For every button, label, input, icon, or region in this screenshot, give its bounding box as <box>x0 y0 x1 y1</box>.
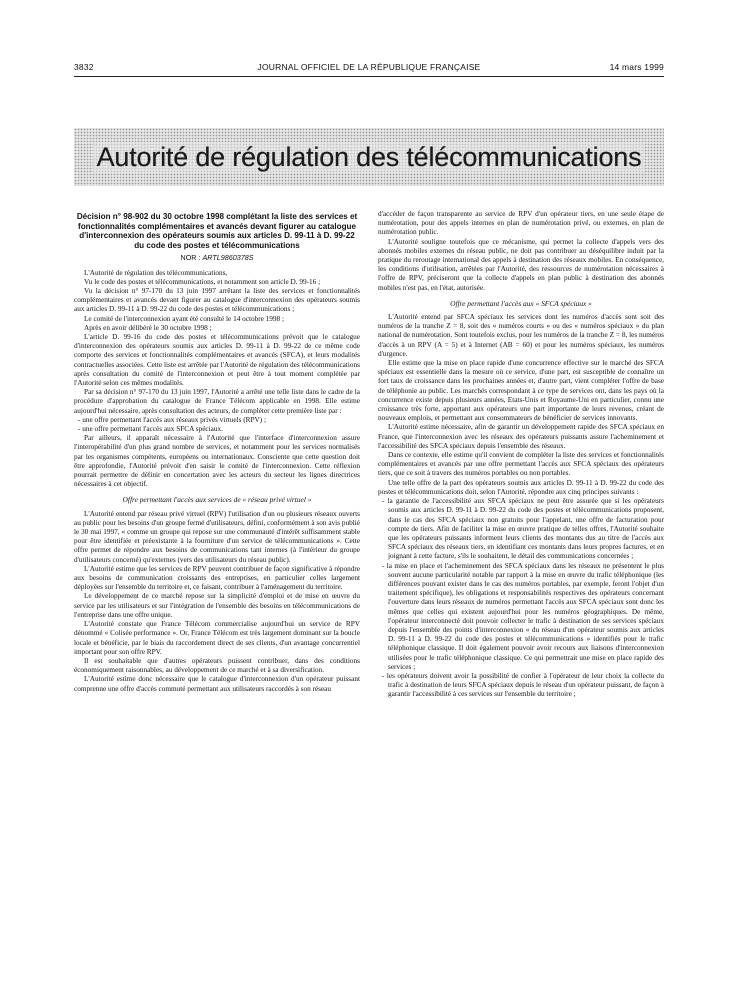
paragraph: Elle estime que la mise en place rapide d'une concurrence effective sur le marché des SFCA spéciaux est essentielle dans la mesure où ce service, d'une part, est susceptible de connaître un fort taux de croissance dans les prochaines années et, d'autre part, vient compléter l'offre de base de téléphonie au public. Les marchés correspondant à ce type de services ont, dans les pays où la concurrence existe depuis plusieurs années, Etats-Unis et Royaume-Uni en particulier, connu une croissance très forte, apportant aux opérateurs une part importante de leurs revenus, créant de nouveaux emplois, et permettant aux consommateurs de bénéficier de services innovants. <box>378 359 664 423</box>
page-number: 3832 <box>74 62 94 72</box>
paragraph: Vu le code des postes et télécommunications, et notamment son article D. 99-16 ; <box>84 277 321 286</box>
paragraph: L'Autorité de régulation des télécommunications, <box>84 268 228 277</box>
paragraph: Il est souhaitable que d'autres opérateurs puissent contribuer, dans des conditions économiquement raisonnables, au développement de ce marché et à sa diversification. <box>74 656 360 675</box>
paragraph: Vu la décision n° 97-170 du 13 juin 1997 arrêtant la liste des services et fonctionnalités complémentaires et avancés devant figurer au catalogue d'interconnexion des opérateurs soumis aux articles D. 99-11 à D. 99-22 du code des postes et télécommunications ; <box>74 286 360 314</box>
paragraph: Le développement de ce marché repose sur la simplicité d'emploi et de mise en œuvre du service par les utilisateurs et sur l'intégration de l'ensemble des besoins en télécommunications de l'entreprise dans une offre unique. <box>74 592 360 619</box>
list-item: - les opérateurs doivent avoir la possibilité de confier à l'opérateur de leur choix la collecte du trafic à destination de leurs SFCA spéciaux depuis le réseau d'un opérateur puissant, de façon à garantir l'accessibilité à ces services sur l'ensemble du territoire ; <box>382 671 664 699</box>
paragraph: L'Autorité souligne toutefois que ce mécanisme, qui permet la collecte d'appels vers des abonnés mobiles externes du réseau public, ne doit pas contribuer au déséquilibre induit par la pratique du reroutage international des appels à destination des réseaux mobiles. En conséquence, les conditions d'utilisation, arrêtées par l'Autorité, des ressources de numérotation nécessaires à l'offre de RPV, préciseront que la collecte d'appels en plan public à destination des abonnés mobiles n'est pas, en l'état, autorisée. <box>378 237 664 292</box>
paragraph: L'Autorité estime que les services de RPV peuvent contribuer de façon significative à répondre aux besoins de communication croissants des entreprises, en particulier celles largement déployées sur l'ensemble du territoire et, ce faisant, contribuer à l'aménagement du territoire. <box>74 564 360 592</box>
paragraph: L'Autorité estime nécessaire, afin de garantir un développement rapide des SFCA spéciaux en France, que l'interconnexion avec les réseaux des opérateurs puissants assure l'acheminement et l'accessibilité des SFCA spéciaux depuis l'ensemble des réseaux. <box>378 423 664 450</box>
section-banner <box>74 128 664 186</box>
list-item: - une offre permettant l'accès aux réseaux privés virtuels (RPV) ; <box>78 415 266 424</box>
paragraph: d'accéder de façon transparente au service de RPV d'un opérateur tiers, en une seule étape de numérotation, pour des appels internes en plan de numérotation privé, ou externes, en plan de numérotation public. <box>378 210 664 237</box>
nor-code: ARTL9860378S <box>202 253 254 263</box>
subsection-heading: Offre permettant l'accès aux services de « réseau privé virtuel » <box>122 495 312 505</box>
issue-date: 14 mars 1999 <box>609 62 664 72</box>
header-rule <box>74 76 664 77</box>
paragraph: Après en avoir délibéré le 30 octobre 1998 ; <box>84 323 212 332</box>
journal-title: JOURNAL OFFICIEL DE LA RÉPUBLIQUE FRANÇAISE <box>257 62 481 72</box>
left-column <box>74 212 360 694</box>
list-item: - une offre permettant l'accès aux SFCA spéciaux. <box>78 425 223 434</box>
paragraph: Dans ce contexte, elle estime qu'il convient de compléter la liste des services et fonctionnalités complémentaires et avancés par une offre permettant l'accès aux SFCA spéciaux des opérateurs tiers, que ce soit à travers des numéros portables ou non portables. <box>378 451 664 478</box>
paragraph: Une telle offre de la part des opérateurs soumis aux articles D. 99-11 à D. 99-22 du code des postes et télécommunications doit, selon l'Autorité, répondre aux cinq principes suivants : <box>378 478 664 496</box>
paragraph: L'Autorité entend par réseau privé virtuel (RPV) l'utilisation d'un ou plusieurs réseaux ouverts au public pour les besoins d'un groupe fermé d'utilisateurs, défini, conformément à son avis publié le 30 mai 1997, « comme un groupe qui repose sur une communauté d'intérêt suffisamment stable pour être identifiée et préexistante à la fourniture d'un service de télécommunications ». Cette offre permet de répondre aux besoins de communications tant internes (à l'intérieur du groupe d'utilisateurs concerné) qu'externes (vers des utilisateurs du réseau public). <box>74 509 360 564</box>
decision-title: Décision n° 98-902 du 30 octobre 1998 complétant la liste des services et fonctionnalités complémentaires et avancés devant figurer au catalogue d'interconnexion des opérateurs soumis aux articles D. 99-11 à D. 99-22 du code des postes et télécommunications <box>76 212 358 250</box>
list-item: - la garantie de l'accessibilité aux SFCA spéciaux ne peut être assurée que si les opérateurs soumis aux articles D. 99-11 à D. 99-22 du code des postes et télécommunications proposent, dans le cas des SFCA spéciaux non gratuits pour l'appelant, une offre de facturation pour compte de tiers. Afin de faciliter la mise en œuvre pratique de telles offres, l'Autorité souhaite que les opérateurs puissants informent leurs clients des montants dus au titre de l'accès aux SFCA spéciaux des réseaux tiers, en identifiant ces montants dans leurs propres factures, et en joignant à cette facture, s'ils le souhaitent, le détail des communications concernées ; <box>382 497 664 561</box>
paragraph: L'article D. 99-16 du code des postes et télécommunications prévoit que le catalogue d'interconnexion des opérateurs soumis aux articles D. 99-11 à D. 99-22 de ce même code comporte des services et fonctionnalités complémentaires et avancés (SFCA), et leurs modalités contractuelles associées. Cette liste est arrêtée par l'Autorité de régulation des télécommunications après consultation du comité de l'interconnexion et peut être à tout moment complétée par l'Autorité selon ces mêmes modalités. <box>74 333 360 388</box>
nor-reference <box>74 253 360 262</box>
paragraph: L'Autorité constate que France Télécom commercialise aujourd'hui un service de RPV dénommé « Colisée performance ». Or, France Télécom est très largement dominant sur la boucle locale et bénéficie, par le biais du raccordement direct de ses clients, d'un avantage concurrentiel important pour son offre RPV. <box>74 620 360 656</box>
paragraph: L'Autorité estime donc nécessaire que le catalogue d'interconnexion d'un opérateur puissant comprenne une offre d'accès commuté permettant aux utilisateurs raccordés à son réseau <box>74 675 360 693</box>
paragraph: L'Autorité entend par SFCA spéciaux les services dont les numéros d'accès sont soit des numéros de la tranche Z = 8, soit des « numéros courts » ou des « numéros spéciaux » du plan national de numérotation. Sont toutefois exclus, pour les numéros de la tranche Z = 8, les numéros d'accès à un RPV (A = 5) et à Internet (AB = 60) et pour les numéros spéciaux, les numéros d'urgence. <box>378 313 664 358</box>
right-column <box>378 210 664 700</box>
running-header <box>74 62 664 76</box>
nor-label: NOR : <box>180 253 201 263</box>
paragraph: Le comité de l'interconnexion ayant été consulté le 14 octobre 1998 ; <box>84 314 285 323</box>
section-title: Autorité de régulation des télécommunications <box>93 142 646 173</box>
subsection-heading: Offre permettant l'accès aux « SFCA spéciaux » <box>450 298 592 308</box>
list-item: - la mise en place et l'acheminement des SFCA spéciaux dans les réseaux ne présentent le plus souvent aucune particularité notable par rapport à la mise en œuvre du trafic téléphonique (les différences pouvant exister dans le cas des numéros portables, par exemple, feront l'objet d'un traitement spécifique), les obligations et responsabilités respectives des opérateurs concernant l'ouverture dans leurs réseaux de numéros permettant l'accès aux SFCA spéciaux sont donc les mêmes que celles qui existent aujourd'hui pour les numéros géographiques. De même, l'opérateur interconnecté doit pouvoir collecter le trafic à destination de ses services spéciaux depuis l'ensemble des points d'interconnexion « du réseau d'un opérateur soumis aux articles D. 99-11 à D. 99-22 du code des postes et télécommunications » identifiés pour le trafic téléphonique classique. Il doit également pouvoir avoir recours aux liaisons d'interconnexion utilisées pour le trafic téléphonique classique. Ce qui permettrait une mise en place rapide des services ; <box>382 561 664 671</box>
paragraph: Par ailleurs, il apparaît nécessaire à l'Autorité que l'interface d'interconnexion assure l'interopérabilité d'un plus grand nombre de services, et notamment pour les services normalisés par les organismes compétents, européens ou internationaux. Consciente que cette question doit être approfondie, l'Autorité prévoit d'en saisir le comité de l'interconnexion. Cette réflexion pourrait permettre de définir en concertation avec les acteurs du secteur les lignes directrices nécessaires à cet objectif. <box>74 434 360 489</box>
paragraph: Par sa décision n° 97-170 du 13 juin 1997, l'Autorité a arrêté une telle liste dans le cadre de la procédure d'approbation du catalogue de France Télécom applicable en 1998. Elle estime aujourd'hui nécessaire, après consultation des acteurs, de compléter cette première liste par : <box>74 388 360 415</box>
